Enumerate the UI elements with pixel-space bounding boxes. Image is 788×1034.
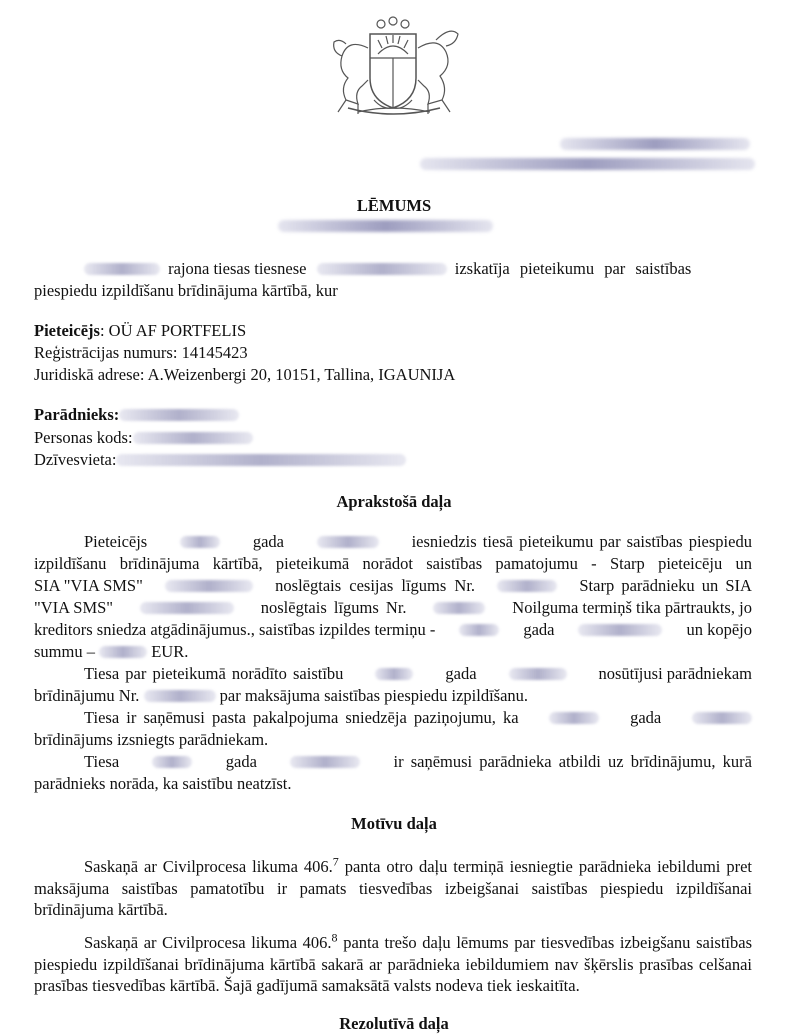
- intro-text-a: rajona tiesas tiesnese: [168, 259, 307, 278]
- redacted-header-line: [560, 138, 750, 150]
- desc-line-7: [34, 664, 752, 684]
- redacted-contract-number: [497, 580, 557, 592]
- desc-text: "VIA SMS": [34, 598, 114, 617]
- desc-text: nosūtījusi parādniekam: [598, 664, 752, 683]
- reg-label: Reģistrācijas numurs:: [34, 343, 178, 362]
- desc-text: summu –: [34, 642, 95, 661]
- desc-text: ir saņēmusi parādnieka atbildi uz brīdinājumu, kurā: [393, 752, 752, 771]
- debtor-label: Parādnieks:: [34, 405, 120, 424]
- desc-line-3: [34, 576, 752, 596]
- desc-line-8: [34, 686, 528, 706]
- desc-text: Noilguma termiņš tika pārtraukts, jo: [512, 598, 752, 617]
- applicant-name: OÜ AF PORTFELIS: [108, 321, 247, 340]
- redacted-personal-code: [133, 432, 253, 444]
- desc-text: brīdinājumu Nr.: [34, 686, 140, 705]
- address-value: A.Weizenbergi 20, 10151, Tallina, IGAUNIJA: [147, 365, 456, 384]
- motives-paragraph-2: [34, 932, 752, 997]
- document-title: LĒMUMS: [356, 196, 432, 215]
- desc-line-1: [34, 532, 752, 552]
- coat-of-arms-emblem: [318, 8, 468, 118]
- redacted-amount: [99, 646, 147, 658]
- reg-value: 14145423: [181, 343, 248, 362]
- applicant-line: Pieteicējs: OÜ AF PORTFELIS: [34, 321, 247, 340]
- redacted-date: [165, 580, 253, 592]
- article-superscript: 8: [331, 930, 338, 945]
- motives-text: panta trešo daļu lēmums par tiesvedības izbeigšanu saistības piespiedu izpildīšanai brīdinājuma kārtībā sakarā ar parādnieka iebildumiem nav šķērslis prasības celšanai prasības tiesvedības kārtībā. Šajā gadījumā samaksātā valsts nodeva tiek ieskaitīta.: [34, 933, 752, 995]
- intro-line-1: [34, 259, 691, 279]
- intro-line-2: piespiedu izpildīšanu brīdinājuma kārtībā, kur: [34, 281, 338, 300]
- desc-text: un kopējo: [686, 620, 752, 639]
- redacted-judge-name: [317, 263, 447, 275]
- motives-paragraph-1: [34, 856, 752, 921]
- descriptive-heading: Aprakstošā daļa: [336, 492, 452, 511]
- desc-line-6: [34, 642, 188, 662]
- redacted-date: [140, 602, 234, 614]
- motives-heading: Motīvu daļa: [351, 814, 437, 833]
- intro-text-b: izskatīja pieteikumu par saistības: [454, 259, 692, 278]
- resolutive-heading-partial: Rezolutīvā daļa: [339, 1014, 449, 1033]
- desc-line-11: [34, 752, 752, 772]
- applicant-reg-line: [34, 343, 248, 363]
- motives-text: Saskaņā ar Civilprocesa likuma 406.: [84, 933, 332, 952]
- desc-text: iesniedzis tiesā pieteikumu par saistības piespiedu: [411, 532, 752, 551]
- redacted-year: [180, 536, 220, 548]
- desc-line-12: parādnieks norāda, ka saistību neatzīst.: [34, 774, 292, 793]
- applicant-address-line: [34, 365, 455, 385]
- redacted-date: [290, 756, 360, 768]
- desc-text: gada: [252, 532, 284, 551]
- debtor-id-line: [34, 428, 253, 448]
- redacted-date: [578, 624, 662, 636]
- debtor-residence-label: Dzīvesvieta:: [34, 450, 117, 469]
- redacted-date: [317, 536, 379, 548]
- motives-text: panta otro daļu termiņā iesniegtie parādnieka iebildumi pret maksājuma saistības pamatotību ir pamats tiesvedības izbeigšanai saistības piespiedu izpildīšanai brīdinājuma kārtībā.: [34, 857, 752, 919]
- redacted-contract-number: [433, 602, 485, 614]
- desc-text: gada: [523, 620, 555, 639]
- desc-line-4: [34, 598, 752, 618]
- desc-text: gada: [630, 708, 662, 727]
- desc-text: Starp parādnieku un SIA: [579, 576, 752, 595]
- desc-line-10: brīdinājums izsniegts parādniekam.: [34, 730, 269, 749]
- desc-text: Pieteicējs: [84, 532, 148, 551]
- desc-text: noslēgtais līgums Nr.: [260, 598, 407, 617]
- redacted-debtor-name: [119, 409, 239, 421]
- desc-text: SIA "VIA SMS": [34, 576, 143, 595]
- redacted-date: [509, 668, 567, 680]
- debtor-id-label: Personas kods:: [34, 428, 133, 447]
- desc-text: gada: [225, 752, 257, 771]
- motives-text: Saskaņā ar Civilprocesa likuma 406.: [84, 857, 333, 876]
- debtor-residence-line: [34, 450, 406, 470]
- desc-line-5: [34, 620, 752, 640]
- address-label: Juridiskā adrese:: [34, 365, 145, 384]
- desc-line-9: [34, 708, 752, 728]
- redacted-court-name: [84, 263, 160, 275]
- desc-text: noslēgtais cesijas līgums Nr.: [275, 576, 476, 595]
- redacted-year: [375, 668, 413, 680]
- debtor-line: [34, 405, 239, 425]
- redacted-date-line: [278, 220, 493, 232]
- redacted-warning-number: [144, 690, 216, 702]
- redacted-year: [152, 756, 192, 768]
- desc-text: Tiesa par pieteikumā norādīto saistību: [84, 664, 344, 683]
- desc-text: par maksājuma saistības piespiedu izpildīšanu.: [219, 686, 529, 705]
- redacted-year: [549, 712, 599, 724]
- redacted-date: [692, 712, 752, 724]
- desc-text: gada: [445, 664, 477, 683]
- article-superscript: 7: [332, 854, 339, 869]
- redacted-year: [459, 624, 499, 636]
- desc-text: Tiesa: [84, 752, 120, 771]
- desc-text: Tiesa ir saņēmusi pasta pakalpojuma sniedzēja paziņojumu, ka: [84, 708, 519, 727]
- desc-text: EUR.: [151, 642, 189, 661]
- redacted-residence: [116, 454, 406, 466]
- applicant-label: Pieteicējs: [34, 321, 100, 340]
- redacted-header-line: [420, 158, 755, 170]
- desc-text: kreditors sniedza atgādinājumus., saistības izpildes termiņu -: [34, 620, 436, 639]
- desc-line-2: izpildīšanu brīdinājuma kārtībā, pieteikumā norādot saistības pamatojumu - Starp pieteicēju un: [34, 554, 752, 573]
